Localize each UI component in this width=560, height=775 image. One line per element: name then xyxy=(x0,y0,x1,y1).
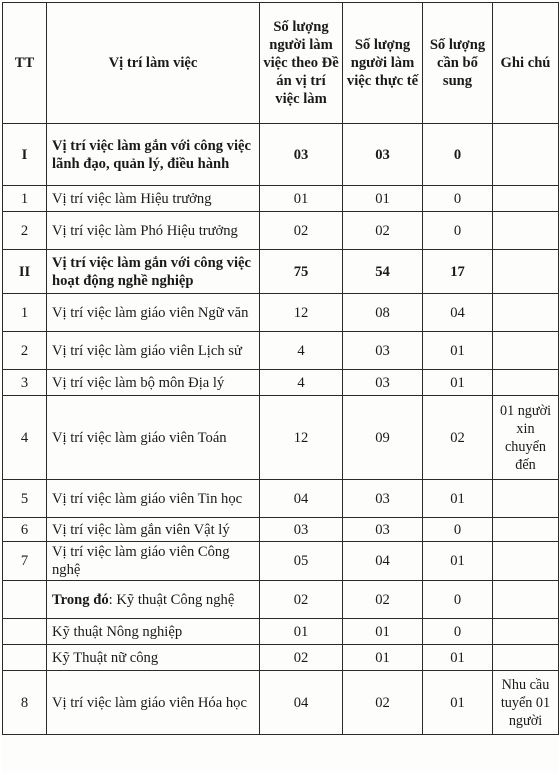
cell-actual: 03 xyxy=(343,124,423,186)
cell-note xyxy=(493,124,559,186)
document-page xyxy=(2,2,558,773)
cell-position: Vị trí việc làm giáo viên Công nghệ xyxy=(47,542,260,581)
cell-needed: 0 xyxy=(423,212,493,250)
cell-tt: 1 xyxy=(3,186,47,212)
cell-planned: 12 xyxy=(260,294,343,332)
cell-needed: 0 xyxy=(423,581,493,619)
cell-note: 01 người xin chuyển đến xyxy=(493,396,559,480)
cell-position: Vị trí việc làm Hiệu trưởng xyxy=(47,186,260,212)
table-row-section xyxy=(3,250,559,294)
cell-tt xyxy=(3,645,47,671)
cell-planned: 01 xyxy=(260,186,343,212)
cell-planned: 75 xyxy=(260,250,343,294)
cell-note xyxy=(493,581,559,619)
cell-note xyxy=(493,542,559,581)
cell-note xyxy=(493,619,559,645)
cell-needed: 01 xyxy=(423,370,493,396)
cell-actual: 08 xyxy=(343,294,423,332)
cell-needed: 01 xyxy=(423,542,493,581)
cell-actual: 01 xyxy=(343,186,423,212)
cell-note xyxy=(493,212,559,250)
cell-note xyxy=(493,645,559,671)
cell-position: Vị trí việc làm giáo viên Hóa học xyxy=(47,671,260,735)
cell-note xyxy=(493,480,559,518)
cell-actual: 03 xyxy=(343,480,423,518)
cell-needed: 0 xyxy=(423,518,493,542)
table-row xyxy=(3,619,559,645)
cell-position: Vị trí việc làm giáo viên Toán xyxy=(47,396,260,480)
cell-actual: 04 xyxy=(343,542,423,581)
cell-note xyxy=(493,250,559,294)
cell-position-prefix: Trong đó xyxy=(52,591,109,608)
cell-actual: 03 xyxy=(343,518,423,542)
cell-needed: 01 xyxy=(423,332,493,370)
cell-tt xyxy=(3,619,47,645)
cell-position: Vị trí việc làm giáo viên Tin học xyxy=(47,480,260,518)
table-row xyxy=(3,645,559,671)
table-row-section xyxy=(3,124,559,186)
table-header-row xyxy=(3,3,559,124)
cell-planned: 02 xyxy=(260,212,343,250)
cell-needed: 0 xyxy=(423,186,493,212)
cell-note xyxy=(493,186,559,212)
cell-needed: 0 xyxy=(423,619,493,645)
cell-note xyxy=(493,294,559,332)
cell-actual: 03 xyxy=(343,370,423,396)
table-row xyxy=(3,186,559,212)
cell-position: Vị trí việc làm gắn viên Vật lý xyxy=(47,518,260,542)
table-row xyxy=(3,518,559,542)
cell-note xyxy=(493,332,559,370)
cell-tt: I xyxy=(3,124,47,186)
staffing-table xyxy=(2,2,559,735)
cell-tt: 3 xyxy=(3,370,47,396)
cell-planned: 03 xyxy=(260,124,343,186)
header-note: Ghi chú xyxy=(493,3,559,124)
table-row xyxy=(3,581,559,619)
table-row xyxy=(3,294,559,332)
cell-actual: 54 xyxy=(343,250,423,294)
table-row xyxy=(3,396,559,480)
cell-planned: 01 xyxy=(260,619,343,645)
cell-tt: 1 xyxy=(3,294,47,332)
cell-tt: 5 xyxy=(3,480,47,518)
cell-tt: 2 xyxy=(3,332,47,370)
cell-note xyxy=(493,370,559,396)
cell-planned: 04 xyxy=(260,480,343,518)
cell-position: Vị trí việc làm Phó Hiệu trưởng xyxy=(47,212,260,250)
header-planned: Số lượng người làm việc theo Đề án vị trí việc làm xyxy=(260,3,343,124)
cell-tt: II xyxy=(3,250,47,294)
header-tt: TT xyxy=(3,3,47,124)
header-actual: Số lượng người làm việc thực tế xyxy=(343,3,423,124)
cell-tt: 2 xyxy=(3,212,47,250)
cell-position: Kỹ Thuật nữ công xyxy=(47,645,260,671)
cell-planned: 02 xyxy=(260,581,343,619)
cell-planned: 05 xyxy=(260,542,343,581)
cell-actual: 01 xyxy=(343,619,423,645)
cell-needed: 01 xyxy=(423,480,493,518)
cell-position: Vị trí việc làm gắn với công việc hoạt động nghề nghiệp xyxy=(47,250,260,294)
cell-note: Nhu cầu tuyển 01 người xyxy=(493,671,559,735)
header-position: Vị trí làm việc xyxy=(47,3,260,124)
cell-planned: 03 xyxy=(260,518,343,542)
header-needed: Số lượng cần bổ sung xyxy=(423,3,493,124)
cell-actual: 09 xyxy=(343,396,423,480)
table-row xyxy=(3,671,559,735)
cell-actual: 02 xyxy=(343,212,423,250)
cell-note xyxy=(493,518,559,542)
cell-actual: 02 xyxy=(343,581,423,619)
table-row xyxy=(3,332,559,370)
table-row xyxy=(3,370,559,396)
cell-actual: 02 xyxy=(343,671,423,735)
cell-actual: 01 xyxy=(343,645,423,671)
cell-needed: 17 xyxy=(423,250,493,294)
cell-position: Vị trí việc làm bộ môn Địa lý xyxy=(47,370,260,396)
cell-needed: 04 xyxy=(423,294,493,332)
cell-needed: 0 xyxy=(423,124,493,186)
cell-position: Vị trí việc làm gắn với công việc lãnh đạo, quản lý, điều hành xyxy=(47,124,260,186)
cell-position: Kỹ thuật Nông nghiệp xyxy=(47,619,260,645)
cell-planned: 4 xyxy=(260,370,343,396)
cell-tt: 8 xyxy=(3,671,47,735)
cell-position: Vị trí việc làm giáo viên Ngữ văn xyxy=(47,294,260,332)
cell-planned: 02 xyxy=(260,645,343,671)
cell-planned: 4 xyxy=(260,332,343,370)
cell-position-text: : Kỹ thuật Công nghệ xyxy=(108,591,235,608)
cell-needed: 02 xyxy=(423,396,493,480)
cell-position xyxy=(47,581,260,619)
table-row xyxy=(3,480,559,518)
table-row xyxy=(3,542,559,581)
table-row xyxy=(3,212,559,250)
cell-planned: 12 xyxy=(260,396,343,480)
cell-position: Vị trí việc làm giáo viên Lịch sử xyxy=(47,332,260,370)
cell-planned: 04 xyxy=(260,671,343,735)
cell-needed: 01 xyxy=(423,645,493,671)
cell-tt: 6 xyxy=(3,518,47,542)
cell-tt: 7 xyxy=(3,542,47,581)
cell-needed: 01 xyxy=(423,671,493,735)
cell-actual: 03 xyxy=(343,332,423,370)
cell-tt xyxy=(3,581,47,619)
cell-tt: 4 xyxy=(3,396,47,480)
